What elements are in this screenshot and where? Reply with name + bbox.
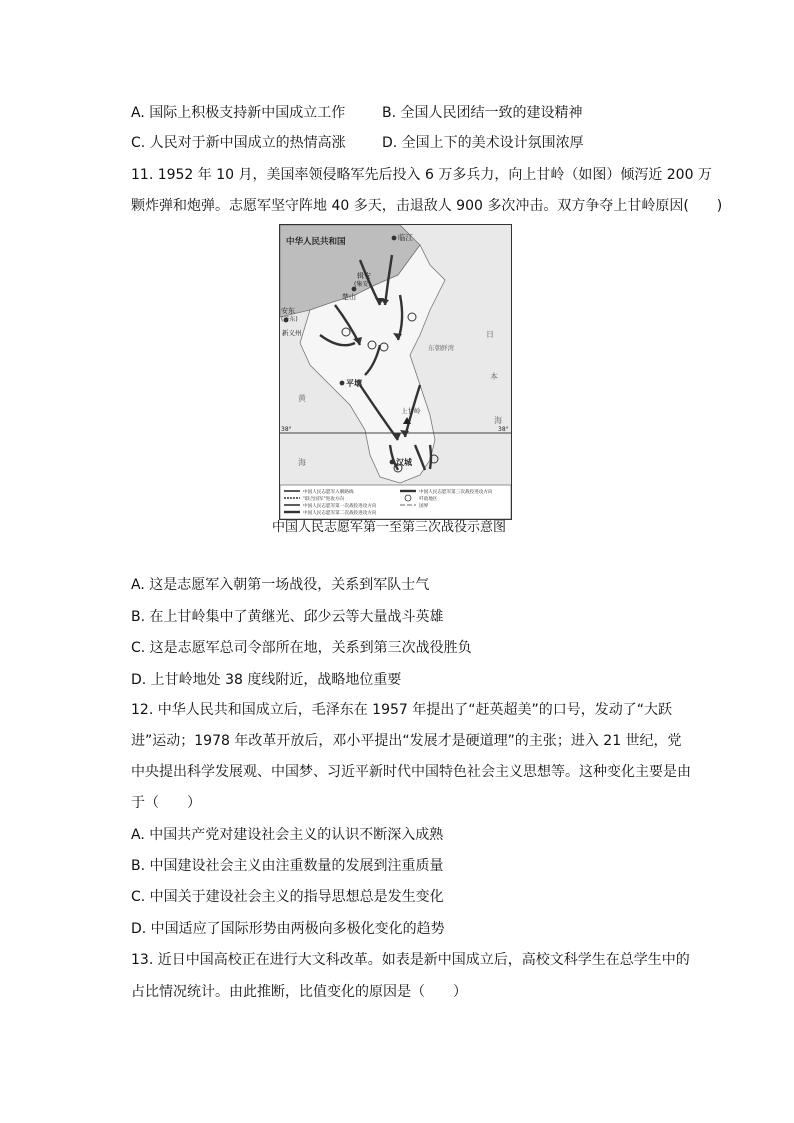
label-ji-an-sub: (集安) (354, 281, 371, 288)
legend-item-3: 中国人民志愿军第一次战役进攻方向 (303, 504, 377, 509)
q12-stem-line-2: 进”运动；1978 年改革开放后，邓小平提出“发展才是硬道理”的主张；进入 21 世纪，党 (131, 733, 682, 749)
q11-option-b[interactable]: B. 在上甘岭集中了黄继光、邱少云等大量战斗英雄 (131, 609, 444, 625)
label-andong: 安东 (281, 307, 295, 315)
q12-stem-line-4: 于（ ） (131, 795, 201, 811)
label-yellow-sea-1: 黄 (298, 394, 306, 403)
q12-stem-line-1: 12. 中华人民共和国成立后，毛泽东在 1957 年提出了“赶英超美”的口号，发动了“大跃 (131, 702, 673, 718)
q12-stem-line-3: 中央提出科学发展观、中国梦、习近平新时代中国特色社会主义思想等。这种变化主要是由 (131, 764, 691, 780)
label-38-right: 38° (498, 426, 509, 433)
q10-option-a[interactable]: A. 国际上积极支持新中国成立工作 (131, 105, 346, 121)
map-caption: 中国人民志愿军第一至第三次战役示意图 (272, 520, 507, 535)
q10-option-row-2 (131, 133, 691, 153)
label-yellow-sea-2: 海 (298, 458, 306, 467)
label-chushan: 楚山 (342, 293, 356, 301)
q13-stem-line-1: 13. 近日中国高校正在进行大文科改革。如表是新中国成立后，高校文科学生在总学生中的 (131, 952, 690, 968)
q10-option-row-1 (131, 103, 691, 123)
q12-option-d[interactable]: D. 中国适应了国际形势由两极向多极化变化的趋势 (131, 921, 445, 937)
label-shangganling: 上甘岭 (401, 407, 421, 415)
q10-option-b[interactable]: B. 全国人民团结一致的建设精神 (382, 105, 583, 121)
q12-option-a[interactable]: A. 中国共产党对建设社会主义的认识不断深入成熟 (131, 827, 444, 843)
q11-option-d[interactable]: D. 上甘岭地处 38 度线附近，战略地位重要 (131, 672, 402, 688)
q11-option-a[interactable]: A. 这是志愿军入朝第一场战役，关系到军队士气 (131, 577, 430, 593)
label-east-korea-bay: 东朝鲜湾 (428, 344, 454, 352)
q13-stem-line-2: 占比情况统计。由此推断，比值变化的原因是（ ） (131, 984, 467, 1000)
label-seoul: 汉城 (396, 458, 412, 467)
label-ji-an: 辑安 (357, 272, 371, 280)
label-japan-sea-2: 本 (490, 372, 498, 381)
q12-option-c[interactable]: C. 中国关于建设社会主义的指导思想总是发生变化 (131, 889, 444, 905)
label-linjiang: 临江 (398, 233, 413, 242)
label-38-left: 38° (281, 426, 292, 433)
q12-option-b[interactable]: B. 中国建设社会主义由注重数量的发展到注重质量 (131, 858, 444, 874)
q10-option-c[interactable]: C. 人民对于新中国成立的热情高涨 (131, 135, 346, 151)
label-pyongyang: 平壤 (346, 379, 362, 388)
q10-option-d[interactable]: D. 全国上下的美术设计氛围浓厚 (382, 135, 584, 151)
label-japan-sea-3: 海 (494, 416, 502, 425)
legend-item-5: 中国人民志愿军第三次战役进攻方向 (419, 490, 493, 495)
q11-stem-line-1: 11. 1952 年 10 月，美国率领侵略军先后投入 6 万多兵力，向上甘岭（如图）倾泻近 200 万 (131, 167, 712, 183)
legend-item-7: 国界 (419, 504, 429, 509)
battle-map (279, 224, 512, 520)
legend-item-6: 歼敌地区 (419, 497, 438, 502)
legend-item-4: 中国人民志愿军第二次战役进攻方向 (303, 511, 377, 516)
q11-stem-line-2: 颗炸弹和炮弹。志愿军坚守阵地 40 多天，击退敌人 900 多次冲击。双方争夺上甘岭原因( ) (131, 198, 723, 214)
label-xinyizhou: 新义州 (282, 329, 302, 337)
label-andong-sub: (丹东) (281, 316, 298, 323)
legend-item-1: 中国人民志愿军入朝路线 (303, 490, 354, 495)
q11-option-c[interactable]: C. 这是志愿军总司令部所在地，关系到第三次战役胜负 (131, 640, 472, 656)
label-japan-sea-1: 日 (486, 330, 494, 339)
map-title: 中华人民共和国 (286, 237, 346, 247)
legend-item-2: "联合国军"进攻方向 (303, 497, 344, 502)
